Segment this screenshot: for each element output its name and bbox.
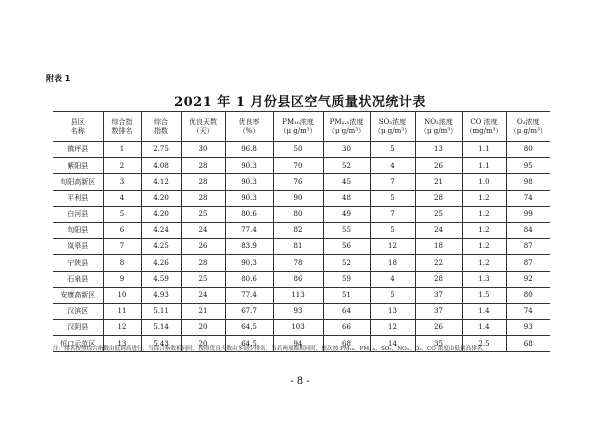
table-cell: 4: [370, 158, 415, 174]
table-cell: 99: [506, 206, 550, 222]
table-cell: 77.4: [225, 287, 273, 303]
table-row: [53, 174, 550, 190]
table-row: [53, 320, 550, 336]
column-header-line: （μ g/m³）: [327, 126, 366, 135]
table-cell: 64: [323, 303, 370, 319]
table-cell: 5: [370, 222, 415, 238]
table-cell: 10: [103, 287, 141, 303]
table-cell: 4.20: [141, 206, 181, 222]
table-cell: 1.1: [462, 142, 506, 158]
table-cell: 12: [370, 320, 415, 336]
table-cell: 20: [181, 336, 225, 352]
table-cell: 24: [181, 222, 225, 238]
table-cell: 90.3: [225, 255, 273, 271]
column-header-line: NO₂浓度: [424, 118, 453, 126]
table-cell: 28: [415, 190, 462, 206]
table-cell: 1.2: [462, 255, 506, 271]
column-header-line: 指数: [154, 126, 168, 135]
table-cell: 86: [273, 271, 323, 287]
table-cell: 28: [181, 255, 225, 271]
table-cell: 1.1: [462, 158, 506, 174]
table-cell: 1.4: [462, 303, 506, 319]
column-header-line: PM₂.₅浓度: [329, 118, 364, 126]
table-cell: 26: [415, 158, 462, 174]
table-cell: 22: [415, 255, 462, 271]
table-cell: 52: [323, 158, 370, 174]
table-cell: 51: [323, 287, 370, 303]
table-cell: 82: [273, 222, 323, 238]
county-name-cell: 汉阴县: [53, 320, 103, 336]
column-header-line: 综合: [154, 118, 168, 126]
table-cell: 18: [415, 239, 462, 255]
table-header-row: [53, 112, 550, 142]
table-cell: 113: [273, 287, 323, 303]
table-cell: 8: [103, 255, 141, 271]
table-row: [53, 239, 550, 255]
table-cell: 2.75: [141, 142, 181, 158]
county-name-cell: 宁陕县: [53, 255, 103, 271]
table-cell: 7: [370, 206, 415, 222]
table-cell: 5.43: [141, 336, 181, 352]
column-header: [181, 112, 225, 142]
column-header: [225, 112, 273, 142]
table-row: [53, 303, 550, 319]
table-cell: 30: [181, 142, 225, 158]
table-cell: 87: [506, 255, 550, 271]
county-name-cell: 紫阳县: [53, 158, 103, 174]
table-cell: 1.0: [462, 174, 506, 190]
column-header-line: 县区: [70, 118, 85, 126]
table-cell: 5: [370, 287, 415, 303]
table-cell: 55: [323, 222, 370, 238]
table-cell: 1.2: [462, 222, 506, 238]
table-cell: 80: [506, 142, 550, 158]
table-row: [53, 222, 550, 238]
table-cell: 76: [273, 174, 323, 190]
table-cell: 13: [103, 336, 141, 352]
table-cell: 4.26: [141, 255, 181, 271]
table-row: [53, 190, 550, 206]
column-header-line: 优良天数: [189, 118, 217, 126]
table-cell: 4.59: [141, 271, 181, 287]
column-header: [323, 112, 370, 142]
table-cell: 59: [323, 271, 370, 287]
table-cell: 78: [273, 255, 323, 271]
column-header: [273, 112, 323, 142]
table-cell: 80: [506, 287, 550, 303]
table-cell: 35: [415, 336, 462, 352]
table-cell: 77.4: [225, 222, 273, 238]
table-cell: 9: [103, 271, 141, 287]
table-cell: 56: [323, 239, 370, 255]
table-cell: 13: [415, 142, 462, 158]
column-header-line: SO₂浓度: [378, 118, 407, 126]
table-cell: 5.11: [141, 303, 181, 319]
table-cell: 95: [506, 158, 550, 174]
table-cell: 66: [323, 320, 370, 336]
table-cell: 48: [323, 190, 370, 206]
table-cell: 25: [181, 271, 225, 287]
table-cell: 67.7: [225, 303, 273, 319]
table-cell: 1: [103, 142, 141, 158]
column-header-line: O₃浓度: [516, 118, 540, 126]
table-cell: 7: [370, 174, 415, 190]
table-cell: 103: [273, 320, 323, 336]
table-row: [53, 158, 550, 174]
table-cell: 20: [181, 320, 225, 336]
column-header-line: （mg/m³）: [465, 126, 503, 135]
table-cell: 4.93: [141, 287, 181, 303]
table-cell: 26: [181, 239, 225, 255]
table-cell: 64.5: [225, 336, 273, 352]
table-cell: 26: [415, 320, 462, 336]
county-name-cell: 安康高新区: [53, 287, 103, 303]
page-number: - 8 -: [290, 376, 310, 387]
table-cell: 1.5: [462, 287, 506, 303]
column-header: [415, 112, 462, 142]
table-cell: 4.24: [141, 222, 181, 238]
table-cell: 4: [370, 271, 415, 287]
table-cell: 4.20: [141, 190, 181, 206]
column-header-line: PM₁₀浓度: [282, 118, 314, 126]
attachment-label: 附表 1: [46, 74, 71, 83]
table-cell: 74: [506, 303, 550, 319]
table-cell: 5: [370, 190, 415, 206]
county-name-cell: 岚皋县: [53, 239, 103, 255]
table-cell: 28: [415, 271, 462, 287]
table-cell: 4.12: [141, 174, 181, 190]
table-cell: 93: [506, 320, 550, 336]
table-cell: 74: [506, 190, 550, 206]
county-name-cell: 平利县: [53, 190, 103, 206]
table-cell: 13: [370, 303, 415, 319]
table-row: [53, 206, 550, 222]
page-title: 2021 年 1 月份县区空气质量状况统计表: [174, 95, 426, 110]
table-cell: 3: [103, 174, 141, 190]
table-cell: 37: [415, 287, 462, 303]
column-header-line: （天）: [192, 126, 214, 135]
table-cell: 50: [273, 142, 323, 158]
county-name-cell: 镇坪县: [53, 142, 103, 158]
table-cell: 11: [103, 303, 141, 319]
column-header-line: CO 浓度: [470, 118, 498, 126]
column-header-line: （%）: [238, 126, 260, 135]
table-cell: 12: [370, 239, 415, 255]
table-cell: 68: [323, 336, 370, 352]
table-row: [53, 287, 550, 303]
table-cell: 2.5: [462, 336, 506, 352]
column-header-line: （μ g/m³）: [279, 126, 317, 135]
column-header: [506, 112, 550, 142]
county-name-cell: 汉滨区: [53, 303, 103, 319]
table-cell: 90: [273, 190, 323, 206]
table-row: [53, 271, 550, 287]
table-cell: 92: [506, 271, 550, 287]
column-header-line: 数排名: [111, 126, 133, 135]
table-cell: 14: [370, 336, 415, 352]
table-cell: 28: [181, 190, 225, 206]
table-cell: 37: [415, 303, 462, 319]
column-header-line: （μ g/m³）: [373, 126, 412, 135]
column-header-line: 综合指: [111, 118, 133, 126]
table-cell: 96.8: [225, 142, 273, 158]
table-cell: 24: [415, 222, 462, 238]
table-cell: 5.14: [141, 320, 181, 336]
table-footnote: 注：排名按照综合指数由低到高进行，当综合指数相同时，按照优良天数由多到少排名，当若两项都相同时，依次按 PM₁₀、PM₂.₅、SO₂、NO₂、O₃、CO 浓度由低到高排名。: [53, 346, 488, 352]
column-header: [141, 112, 181, 142]
table-cell: 87: [506, 239, 550, 255]
table-row: [53, 255, 550, 271]
county-name-cell: 旬阳县: [53, 222, 103, 238]
county-name-cell: 白河县: [53, 206, 103, 222]
table-cell: 25: [415, 206, 462, 222]
table-cell: 18: [370, 255, 415, 271]
table-cell: 70: [273, 158, 323, 174]
table-cell: 45: [323, 174, 370, 190]
column-header-line: （μ g/m³）: [419, 126, 458, 135]
table-cell: 80: [273, 206, 323, 222]
table-cell: 1.2: [462, 206, 506, 222]
column-header: [53, 112, 103, 142]
table-cell: 52: [323, 255, 370, 271]
table-cell: 68: [506, 336, 550, 352]
table-cell: 90.3: [225, 158, 273, 174]
table-cell: 1.2: [462, 239, 506, 255]
column-header-line: （μ g/m³）: [509, 126, 547, 135]
table-cell: 84: [506, 222, 550, 238]
table-cell: 81: [273, 239, 323, 255]
table-cell: 12: [103, 320, 141, 336]
table-cell: 49: [323, 206, 370, 222]
county-name-cell: 恒口示范区: [53, 336, 103, 352]
table-cell: 4: [103, 190, 141, 206]
table-cell: 93: [273, 303, 323, 319]
table-cell: 25: [181, 206, 225, 222]
column-header: [370, 112, 415, 142]
table-cell: 5: [370, 142, 415, 158]
table-cell: 1.2: [462, 190, 506, 206]
column-header: [103, 112, 141, 142]
table-cell: 64.5: [225, 320, 273, 336]
table-cell: 5: [103, 206, 141, 222]
county-name-cell: 石泉县: [53, 271, 103, 287]
table-cell: 24: [181, 287, 225, 303]
table-cell: 90.3: [225, 190, 273, 206]
table-cell: 28: [181, 174, 225, 190]
table-cell: 90.3: [225, 174, 273, 190]
table-cell: 2: [103, 158, 141, 174]
table-cell: 98: [506, 174, 550, 190]
table-cell: 4.25: [141, 239, 181, 255]
table-cell: 1.3: [462, 271, 506, 287]
column-header-line: 优良率: [238, 118, 260, 126]
table-cell: 21: [181, 303, 225, 319]
table-cell: 94: [273, 336, 323, 352]
table-cell: 83.9: [225, 239, 273, 255]
column-header-line: 名称: [70, 126, 85, 135]
table-cell: 4.08: [141, 158, 181, 174]
table-cell: 80.6: [225, 271, 273, 287]
table-cell: 1.4: [462, 320, 506, 336]
table-row: [53, 142, 550, 158]
table-cell: 6: [103, 222, 141, 238]
column-header: [462, 112, 506, 142]
table-cell: 80.6: [225, 206, 273, 222]
county-name-cell: 旬阳高新区: [53, 174, 103, 190]
air-quality-table: [53, 111, 550, 352]
table-cell: 21: [415, 174, 462, 190]
table-body: [53, 142, 550, 352]
table-cell: 28: [181, 158, 225, 174]
table-cell: 30: [323, 142, 370, 158]
table-cell: 7: [103, 239, 141, 255]
